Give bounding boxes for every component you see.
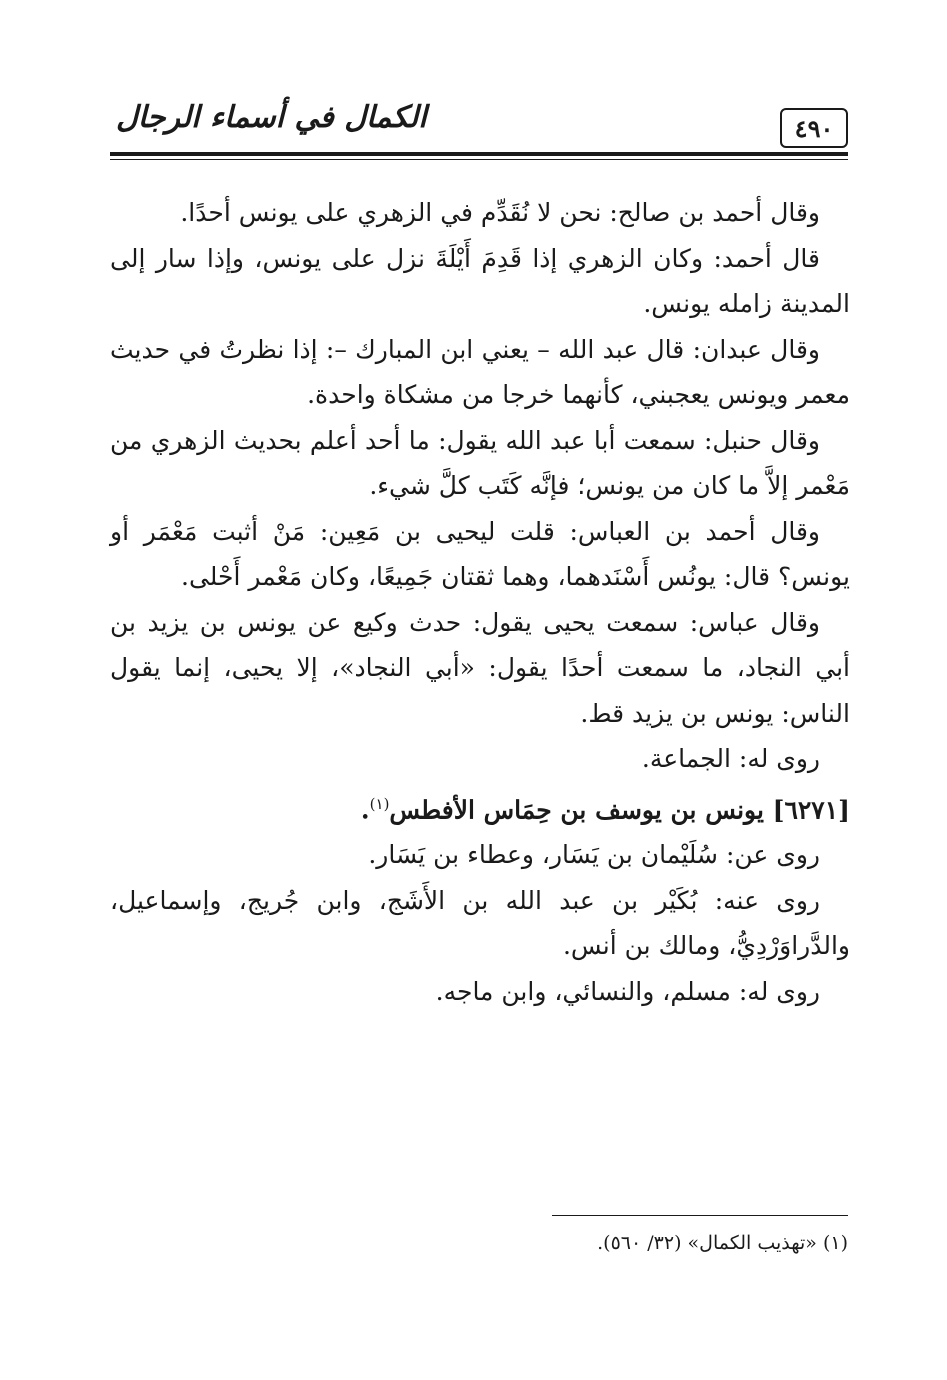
book-title: الكمال في أسماء الرجال [116, 100, 427, 135]
narrated-by: روى عنه: بُكَيْر بن عبد الله بن الأَشَج، وابن جُريج، وإسماعيل، والدَّراوَرْدِيُّ، ومالك بن أنس. [110, 885, 850, 961]
narrated-for: روى له: مسلم، والنسائي، وابن ماجه. [435, 976, 820, 1006]
paragraph: روى له: الجماعة. [641, 744, 820, 773]
footnote-marker: (١) [369, 794, 390, 813]
entry-heading-text: [٦٢٧١] يونس بن يوسف بن حِمَاس الأفطس [389, 794, 850, 824]
body-text [110, 190, 850, 1014]
narrated-from: روى عن: سُلَيْمان بن يَسَار، وعطاء بن يَسَار. [368, 840, 820, 870]
entry-heading-end: . [360, 794, 370, 824]
header-rule-thin [110, 159, 848, 160]
paragraph: وقال حنبل: سمعت أبا عبد الله يقول: ما أحد أعلم بحديث الزهري من مَعْمر إلاَّ ما كان من يونس؛ فإنَّه كَتَب كلَّ شيء. [110, 425, 850, 500]
header-rule [110, 152, 848, 156]
paragraph: وقال أحمد بن صالح: نحن لا نُقَدِّم في الزهري على يونس أحدًا. [180, 198, 820, 227]
paragraph: وقال أحمد بن العباس: قلت ليحيى بن مَعِين: مَنْ أثبت مَعْمَر أو يونس؟ قال: يونُس أَسْنَدهما، وهما ثقتان جَمِيعًا، وكان مَعْمر أَحْلى. [110, 516, 850, 591]
paragraph: وقال عبدان: قال عبد الله – يعني ابن المبارك –: إذا نظرتُ في حديث معمر ويونس يعجبني، كأنهما خرجا من مشكاة واحدة. [110, 334, 850, 409]
page-number: ٤٩٠ [780, 108, 848, 148]
footnote: (١) «تهذيب الكمال» (٣٢/ ٥٦٠). [597, 1232, 848, 1254]
paragraph: وقال عباس: سمعت يحيى يقول: حدث وكيع عن يونس بن يزيد بن أبي النجاد، ما سمعت أحدًا يقول: «أبي النجاد»، إلا يحيى، إنما يقول الناس: يونس بن يزيد قط. [110, 607, 850, 728]
footnote-rule [552, 1215, 848, 1216]
page-header [110, 100, 848, 162]
paragraph: قال أحمد: وكان الزهري إذا قَدِمَ أَيْلَةَ نزل على يونس، وإذا سار إلى المدينة زامله يونس. [110, 243, 850, 318]
entry-heading [110, 782, 850, 833]
